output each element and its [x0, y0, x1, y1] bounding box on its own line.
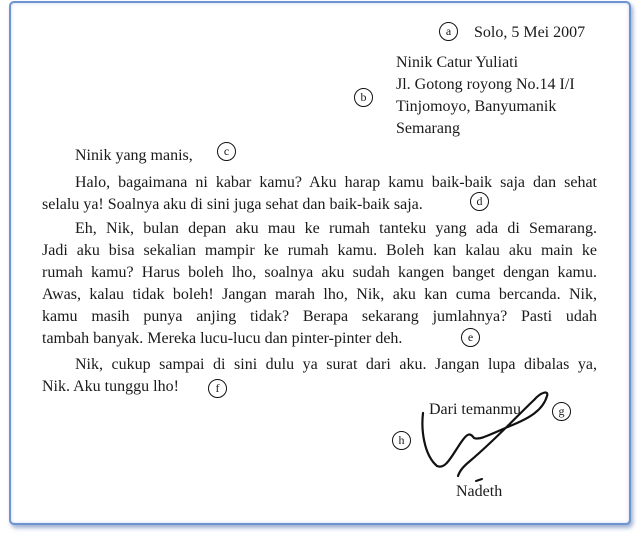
- address-line-2: Jl. Gotong royong No.14 I/I: [396, 76, 575, 93]
- closing: Dari temanmu: [429, 401, 521, 418]
- marker-e: e: [461, 328, 480, 347]
- paragraph-2-line-5: kamu masih punya anjing tidak? Berapa sekarang jumlahnya? Pasti udah: [42, 308, 597, 325]
- paragraph-2-line-1: Eh, Nik, bulan depan aku mau ke rumah tanteku yang ada di Semarang.: [75, 220, 597, 237]
- paragraph-1-line-2: selalu ya! Soalnya aku di sini juga sehat dan baik-baik saja.: [42, 196, 423, 213]
- marker-b: b: [354, 88, 373, 107]
- marker-g: g: [552, 402, 571, 421]
- paragraph-2-line-4: Awas, kalau tidak boleh! Jangan marah lho, Nik, aku kan cuma bercanda. Nik,: [42, 286, 597, 303]
- marker-f: f: [208, 379, 227, 398]
- paragraph-1-line-1: Halo, bagaimana ni kabar kamu? Aku harap kamu baik-baik saja dan sehat: [75, 174, 597, 191]
- marker-c: c: [217, 142, 236, 161]
- address-line-3: Tinjomoyo, Banyumanik: [396, 98, 557, 115]
- paragraph-2-line-2: Jadi aku bisa sekalian mampir ke rumah kamu. Boleh kan kalau aku main ke: [42, 242, 597, 259]
- paragraph-2-line-6: tambah banyak. Mereka lucu-lucu dan pinter-pinter deh.: [42, 330, 403, 347]
- address-line-4: Semarang: [396, 120, 460, 137]
- letter-date: Solo, 5 Mei 2007: [474, 24, 586, 41]
- marker-d: d: [470, 192, 489, 211]
- paragraph-3-line-2: Nik. Aku tunggu lho!: [42, 378, 179, 395]
- signature-name: Nadeth: [456, 483, 503, 500]
- salutation: Ninik yang manis,: [75, 147, 193, 164]
- paragraph-3-line-1: Nik, cukup sampai di sini dulu ya surat dari aku. Jangan lupa dibalas ya,: [75, 356, 597, 373]
- marker-h: h: [392, 431, 411, 450]
- address-line-1: Ninik Catur Yuliati: [396, 54, 519, 71]
- paragraph-2-line-3: rumah kamu? Harus boleh lho, soalnya aku sudah kangen banget dengan kamu.: [42, 264, 597, 281]
- marker-a: a: [439, 22, 458, 41]
